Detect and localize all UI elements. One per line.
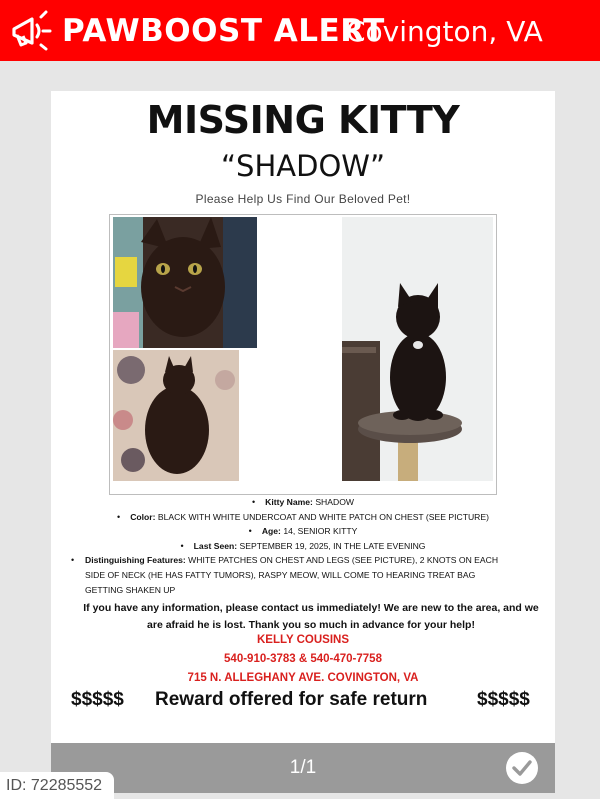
cat-photo-perch: [342, 217, 493, 481]
reward-dollars-right: $$$$$: [477, 689, 530, 710]
contact-address: 715 N. ALLEGHANY AVE. COVINGTON, VA: [187, 672, 419, 684]
detail-last-seen: • Last Seen: SEPTEMBER 19, 2025, IN THE LATE EVENING: [51, 539, 555, 554]
reward-dollars-left: $$$$$: [71, 689, 124, 710]
alert-id: ID: 72285552: [0, 772, 114, 799]
megaphone-icon: [8, 9, 52, 51]
page-footer: [51, 743, 555, 793]
detail-features: • Distinguishing Features: WHITE PATCHES ON CHEST AND LEGS (SEE PICTURE), 2 KNOTS ON EACH SIDE OF NECK (HE HAS FATTY TUMORS), RASPY MEOW, WILL COME TO HEARING TREAT BAG GETTING SHAKEN UP: [51, 553, 505, 597]
reward-row: [51, 689, 555, 717]
contact-phones: 540-910-3783 & 540-470-7758: [224, 653, 382, 665]
detail-color: • Color: BLACK WITH WHITE UNDERCOAT AND WHITE PATCH ON CHEST (SEE PICTURE): [51, 510, 555, 525]
detail-name: • Kitty Name: SHADOW: [51, 495, 555, 510]
brand-title: PAWBOOST ALERT: [62, 13, 385, 49]
alert-banner: [0, 0, 600, 61]
alert-location: Covington, VA: [346, 15, 543, 48]
cat-photo-closeup: [113, 217, 257, 348]
flyer-subtitle: Please Help Us Find Our Beloved Pet!: [195, 192, 411, 206]
reward-text: Reward offered for safe return: [155, 689, 428, 710]
contact-request: If you have any information, please contact us immediately! We are new to the area, and we are afraid he is lost. Thank you so much in advance for your help!: [83, 602, 539, 631]
contact-name: KELLY COUSINS: [256, 634, 350, 646]
pet-details-list: [51, 495, 555, 597]
detail-age: • Age: 14, SENIOR KITTY: [51, 524, 555, 539]
pet-name: “SHADOW”: [221, 149, 385, 183]
photo-collage: [109, 214, 497, 495]
cat-photo-bed: [113, 350, 239, 481]
flyer-title: MISSING KITTY: [146, 98, 460, 142]
checkmark-icon[interactable]: [506, 752, 538, 784]
page-counter: 1/1: [289, 757, 317, 778]
missing-pet-flyer: [51, 91, 555, 743]
